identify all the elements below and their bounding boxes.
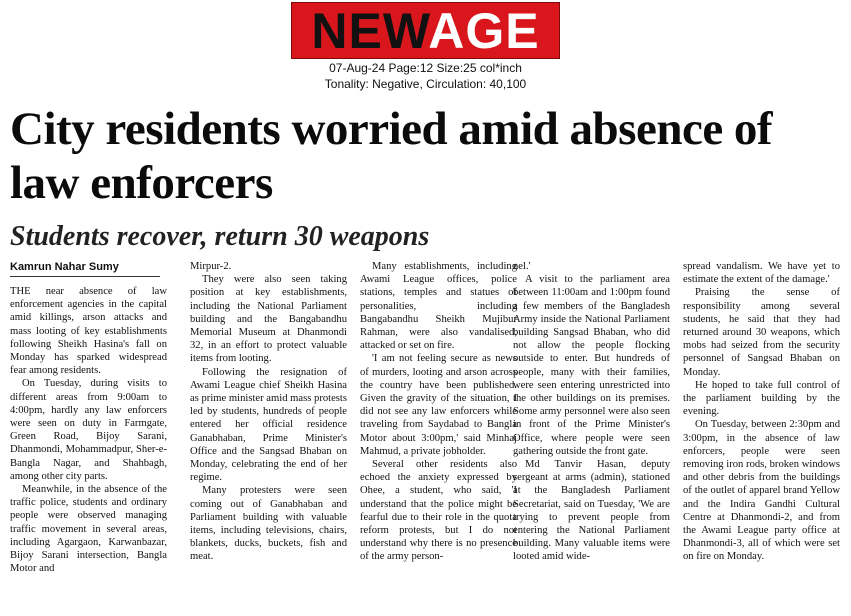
paragraph: On Tuesday, during visits to different areas from 9:00am to 4:00pm, hardly any law enforcers were seen on duty in Farmgate, Green Road, Bijoy Sarani, Dhanmondi, Mohammadpur, Sher-e-Bangla Nagar, and Shahbagh, among other city parts.: [10, 378, 167, 482]
article-headline: City residents worried amid absence of law enforcers: [10, 103, 773, 209]
article-column-1: [10, 285, 167, 616]
logo-age: AGE: [428, 2, 540, 59]
paragraph: Following the resignation of Awami League chief Sheikh Hasina as prime minister amid mass protests led by students, hundreds of people entered her official residence Ganabhaban, Prime Minister's Office and the Sangsad Bhaban on Monday, celebrating the end of her regime.: [190, 366, 347, 484]
paragraph: Mirpur-2.: [190, 261, 232, 272]
newspaper-logo: [291, 2, 560, 59]
article-column-3: [360, 260, 517, 616]
article-column-5: [683, 260, 840, 616]
paragraph: Many establishments, including Awami League offices, police stations, temples and statues of personalities, including Bangabandhu Sheikh Mujibur Rahman, were also vandalised, attacked or set on fire.: [360, 261, 517, 352]
article-byline: Kamrun Nahar Sumy: [10, 261, 119, 273]
paragraph: He hoped to take full control of the parliament building by the evening.: [683, 379, 840, 418]
paragraph: nel.': [513, 261, 531, 272]
paragraph: Several other residents also echoed the anxiety expressed by Ohee, a student, who said, 'I understand that the police might be fearful due to their role in the quota reform protests, but I do not understand why there is no presence of the army person-: [360, 459, 517, 563]
paragraph: Meanwhile, in the absence of the traffic police, students and ordinary people were observed managing traffic movement in several areas, including Agargaon, Karwanbazar, Bijoy Sarani intersection, Bangla Motor and: [10, 484, 167, 575]
paragraph: 'I am not feeling secure as news of murders, looting and arson across the country have been published. Given the gravity of the situation, I did not see any law enforcers while traveling from Saydabad to Bangla Motor about 3:00pm,' said Minhaj Mahmud, a private jobholder.: [360, 353, 517, 457]
paragraph: Md Tanvir Hasan, deputy sergeant at arms (admin), stationed at the Bangladesh Parliament Secretariat, said on Tuesday, 'We are trying to prevent people from entering the National Parliament building. Many valuable items were looted amid wide-: [513, 459, 670, 563]
article-column-4: [513, 260, 670, 616]
clip-info-line-2: Tonality: Negative, Circulation: 40,100: [324, 77, 527, 91]
byline-divider: [10, 276, 160, 277]
article-subheadline: Students recover, return 30 weapons: [10, 221, 430, 252]
paragraph: Many protesters were seen coming out of Ganabhaban and Parliament building with valuable items, including televisions, chairs, blankets, ducks, buckets, fish and meat.: [190, 485, 347, 563]
logo-new: NEW: [311, 2, 429, 59]
article-column-2: [190, 260, 347, 616]
paragraph: Praising the sense of responsibility among several students, he said that they had returned around 30 weapons, which mobs had seized from the security personnel of Sangsad Bhaban on Monday.: [683, 287, 840, 378]
paragraph: On Tuesday, between 2:30pm and 3:00pm, in the absence of law enforcers, people were seen removing iron rods, broken windows and other debris from the buildings of the outlet of apparel brand Yellow and the Indira Gandhi Cultural Centre at Dhanmondi-2, and from the Awami League party office at Dhanmondi-3, all of which were set on fire on Monday.: [683, 419, 840, 563]
paragraph: A visit to the parliament area between 11:00am and 1:00pm found a few members of the Bangladesh Army inside the National Parliament building Sangsad Bhaban, who did not allow the people flocking outside to enter. But hundreds of people, many with their families, were seen entering unrestricted into the other buildings on its premises. Some army personnel were also seen in front of the Prime Minister's Office, where people were seen gathering outside the front gate.: [513, 274, 670, 457]
paragraph: THE near absence of law enforcement agencies in the capital amid killings, arson attacks and mass looting of key establishments following Sheikh Hasina's fall on Monday has sparked widespread fear among residents.: [10, 286, 167, 377]
paragraph: They were also seen taking position at key establishments, including the National Parliament building and the Bangabandhu Memorial Museum at Dhanmondi 32, in an effort to protect valuable items from looting.: [190, 274, 347, 365]
paragraph: spread vandalism. We have yet to estimate the extent of the damage.': [683, 261, 840, 286]
clip-info-line-1: 07-Aug-24 Page:12 Size:25 col*inch: [329, 61, 522, 75]
